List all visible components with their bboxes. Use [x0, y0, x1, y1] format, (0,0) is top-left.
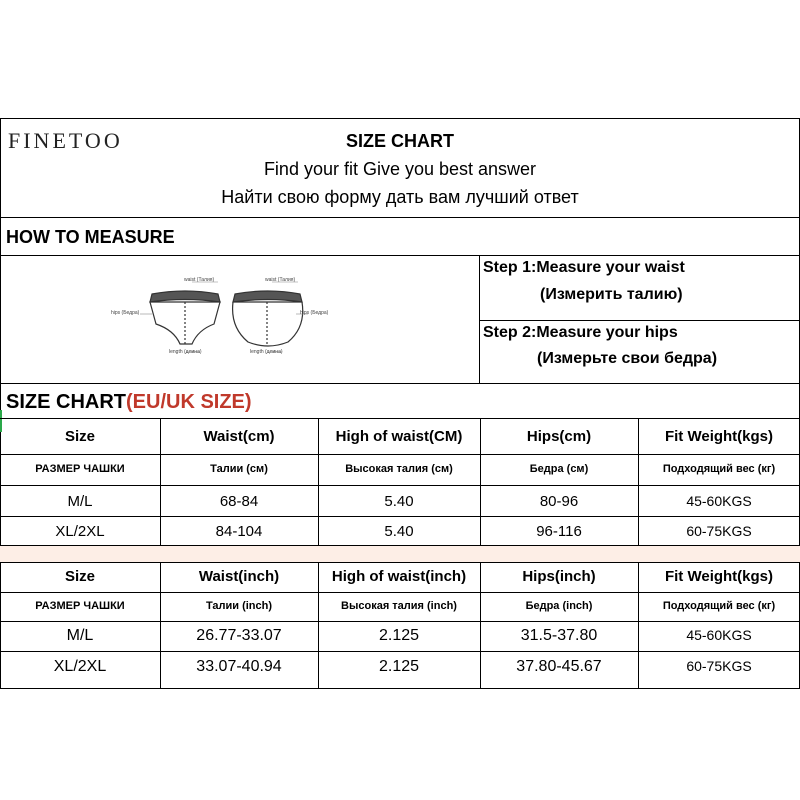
column-subheader: Талии (inch) [205, 600, 273, 612]
divider [479, 255, 480, 383]
row-divider [0, 592, 800, 593]
table-separator-band [0, 545, 800, 562]
column-subheader: Бедра (inch) [525, 600, 593, 612]
table-cell: XL/2XL [55, 523, 105, 540]
table-cell: 5.40 [384, 523, 414, 540]
table-cell: 60-75KGS [686, 658, 752, 674]
table-cell: 80-96 [539, 493, 579, 510]
table-cell: M/L [67, 493, 93, 510]
underwear-measure-diagram [110, 272, 360, 367]
column-subheader: Талии (см) [210, 463, 268, 475]
divider [0, 418, 800, 419]
diagram-length-label-back: length (длина) [250, 349, 283, 355]
row-divider [0, 516, 800, 517]
table-cell: 68-84 [219, 493, 259, 510]
table-cell: 84-104 [215, 523, 263, 540]
column-subheader: Высокая талия (см) [345, 463, 453, 475]
column-header: Fit Weight(kgs) [664, 568, 774, 585]
page-title: SIZE CHART [346, 131, 454, 151]
row-divider [0, 651, 800, 652]
column-header: High of waist(CM) [335, 428, 463, 445]
diagram-hips-label-back: hips (Бедра) [300, 310, 329, 316]
step1-russian: (Измерить талию) [540, 286, 683, 303]
row-divider [0, 454, 800, 455]
table-cell: 26.77-33.07 [196, 627, 282, 644]
column-header: Waist(cm) [203, 428, 275, 445]
size-chart-title-prefix: SIZE CHART [6, 391, 126, 413]
table-cell: M/L [66, 627, 94, 644]
how-to-measure-title: HOW TO MEASURE [6, 227, 175, 247]
column-subheader: Высокая талия (inch) [341, 600, 457, 612]
column-header: Size [64, 568, 95, 585]
column-header: High of waist(inch) [331, 568, 467, 585]
diagram-length-label-front: length (длина) [169, 349, 202, 355]
row-divider [0, 621, 800, 622]
table-cell: 45-60KGS [686, 627, 752, 643]
front-brief-illustration [150, 291, 220, 344]
row-divider [0, 562, 800, 563]
step1-english: Step 1:Measure your waist [483, 259, 685, 276]
column-header: Size [64, 428, 95, 445]
divider [479, 320, 800, 321]
size-chart-title [6, 391, 252, 414]
column-subheader: Бедра (см) [529, 463, 589, 475]
diagram-waist-label-front: waist (Талия) [184, 277, 215, 283]
brand-logo: FINETOO [8, 128, 123, 153]
column-subheader: Подходящий вес (кг) [662, 600, 776, 612]
table-cell: 33.07-40.94 [196, 658, 282, 675]
column-subheader: РАЗМЕР ЧАШКИ [35, 463, 125, 475]
step2-english: Step 2:Measure your hips [483, 324, 678, 341]
diagram-hips-label-front: hips (Бедра) [111, 310, 140, 316]
table-cell: 2.125 [378, 658, 420, 675]
column-header: Fit Weight(kgs) [664, 428, 774, 445]
row-divider [0, 545, 800, 546]
table-cell: 2.125 [378, 627, 420, 644]
column-header: Hips(inch) [522, 568, 596, 585]
column-subheader: РАЗМЕР ЧАШКИ [35, 600, 125, 612]
row-divider [0, 485, 800, 486]
table-cell: 31.5-37.80 [520, 627, 598, 644]
size-chart-title-suffix: (EU/UK SIZE) [126, 391, 252, 413]
table-cell: XL/2XL [53, 658, 107, 675]
diagram-waist-label-back: waist (Талия) [265, 277, 296, 283]
divider [0, 383, 800, 384]
table-cell: 5.40 [384, 493, 414, 510]
table-cell: 60-75KGS [686, 523, 752, 539]
step2-russian: (Измерьте свои бедра) [537, 350, 718, 367]
column-subheader: Подходящий вес (кг) [662, 463, 776, 475]
divider [0, 255, 800, 256]
back-brief-illustration [233, 291, 303, 346]
divider [0, 217, 800, 218]
subtitle-english: Find your fit Give you best answer [263, 159, 537, 179]
table-cell: 96-116 [536, 523, 582, 540]
subtitle-russian: Найти свою форму дать вам лучший ответ [221, 187, 579, 207]
column-header: Waist(inch) [198, 568, 280, 585]
table-cell: 37.80-45.67 [516, 658, 602, 675]
table-cell: 45-60KGS [686, 493, 752, 509]
column-header: Hips(cm) [526, 428, 592, 445]
